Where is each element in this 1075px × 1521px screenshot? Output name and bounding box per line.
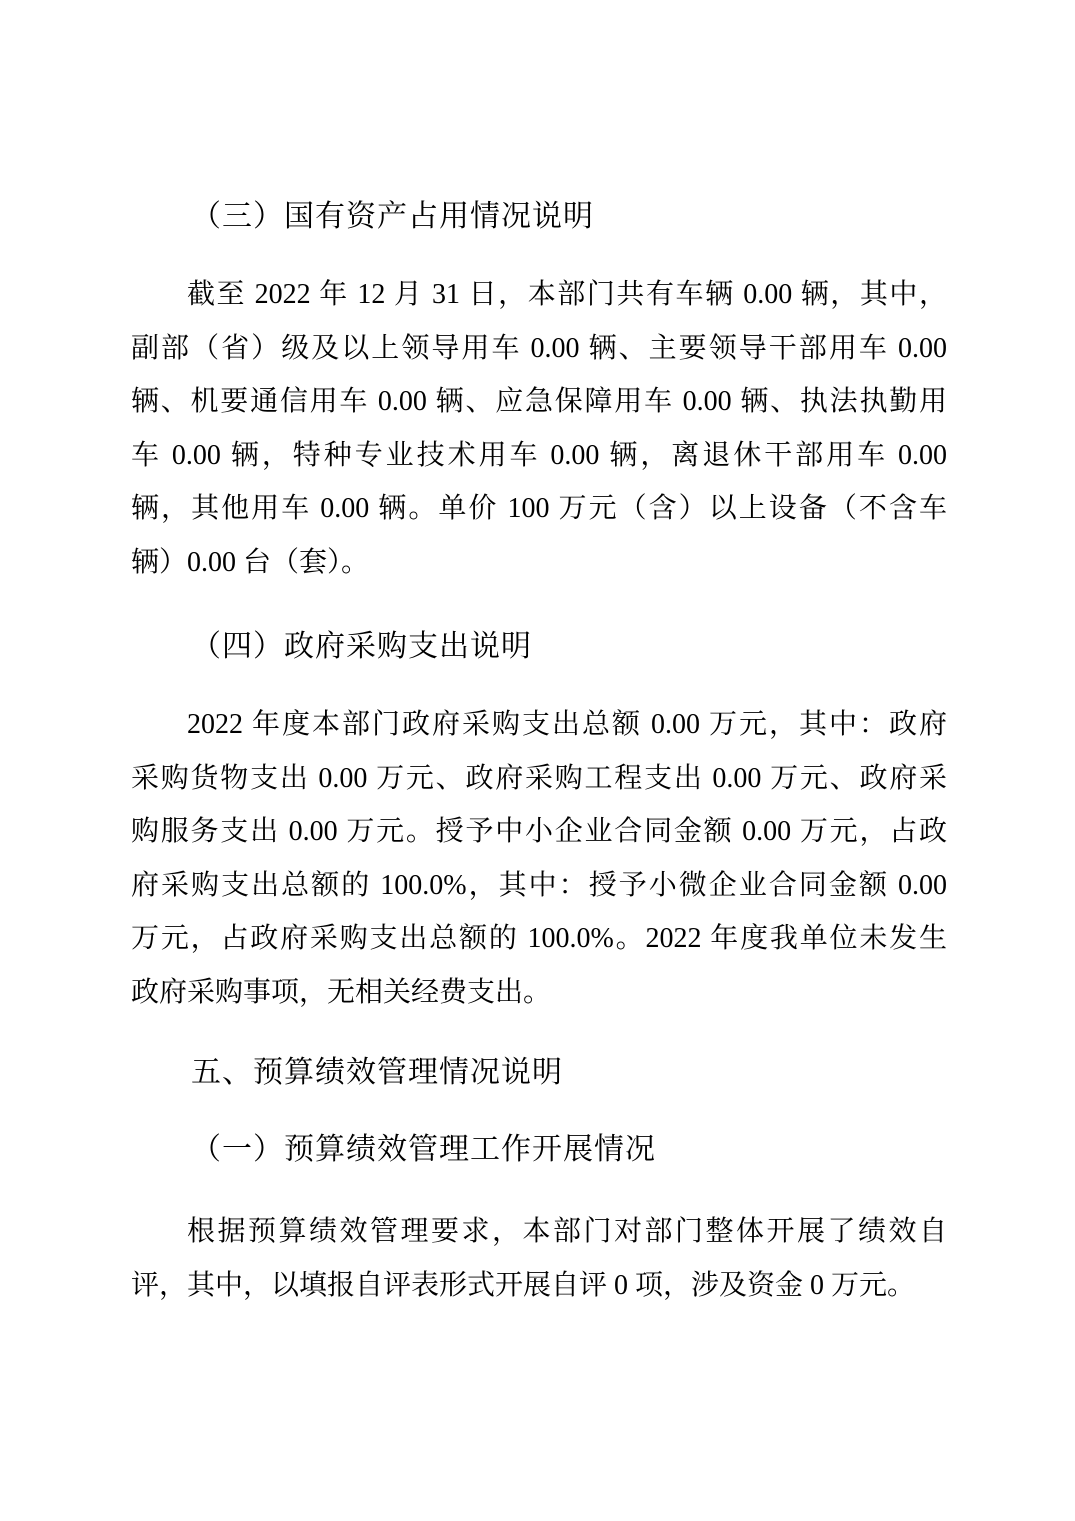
text-line: 采购货物支出 0.00 万元、政府采购工程支出 0.00 万元、政府采: [131, 762, 947, 794]
section-heading-state-assets: （三）国有资产占用情况说明: [191, 200, 594, 233]
text-line: 万元，占政府采购支出总额的 100.0%。2022 年度我单位未发生: [131, 923, 947, 954]
section-heading-procurement: （四）政府采购支出说明: [191, 630, 532, 663]
text-line: 政府采购事项，无相关经费支出。: [131, 976, 552, 1008]
section-heading-performance: 五、预算绩效管理情况说明: [191, 1056, 563, 1089]
text-line: 购服务支出 0.00 万元。授予中小企业合同金额 0.00 万元，占政: [131, 816, 947, 847]
text-line: 辆）0.00 台（套）。: [131, 546, 370, 578]
text-line: 府采购支出总额的 100.0%，其中：授予小微企业合同金额 0.00: [131, 869, 947, 901]
text-line: 评，其中，以填报自评表形式开展自评 0 项，涉及资金 0 万元。: [131, 1269, 916, 1301]
paragraph-state-assets: [131, 268, 947, 589]
text-line: 辆，其他用车 0.00 辆。单价 100 万元（含）以上设备（不含车: [131, 493, 947, 524]
subsection-heading-performance-work: （一）预算绩效管理工作开展情况: [191, 1133, 656, 1166]
text-line: 根据预算绩效管理要求，本部门对部门整体开展了绩效自: [187, 1216, 947, 1247]
paragraph-procurement: [131, 698, 947, 1019]
text-line: 截至 2022 年 12 月 31 日，本部门共有车辆 0.00 辆，其中，: [187, 279, 947, 310]
text-line: 副部（省）级及以上领导用车 0.00 辆、主要领导干部用车 0.00: [131, 332, 947, 364]
text-line: 车 0.00 辆，特种专业技术用车 0.00 辆，离退休干部用车 0.00: [131, 439, 947, 471]
paragraph-performance: [131, 1205, 947, 1312]
text-line: 2022 年度本部门政府采购支出总额 0.00 万元，其中：政府: [187, 709, 947, 740]
text-line: 辆、机要通信用车 0.00 辆、应急保障用车 0.00 辆、执法执勤用: [131, 386, 947, 417]
